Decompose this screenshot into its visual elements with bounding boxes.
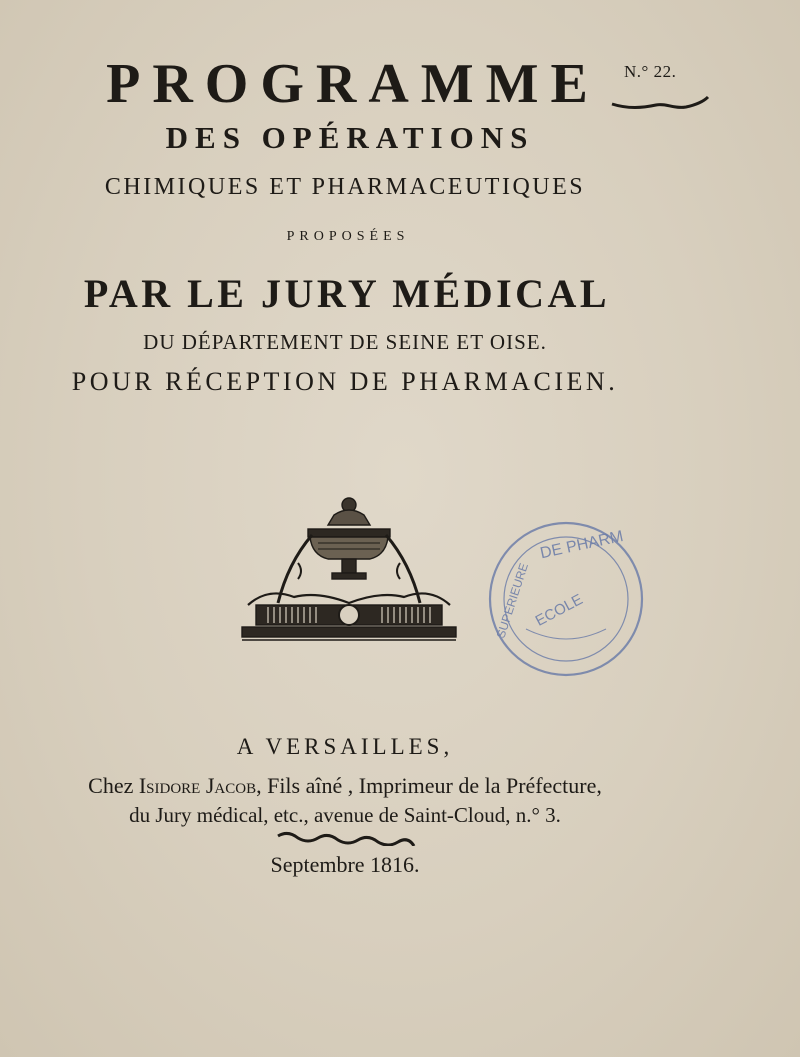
title-proposees: PROPOSÉES	[286, 229, 410, 244]
urn-vignette-image	[238, 493, 460, 643]
library-stamp	[486, 519, 646, 679]
document-number: N.° 22.	[624, 62, 677, 81]
title-programme: PROGRAMME	[106, 53, 600, 115]
stamp-top-text: DE PHARM	[538, 528, 625, 563]
title-operations: DES OPÉRATIONS	[165, 120, 535, 155]
number-underline-ornament	[608, 95, 712, 113]
imprint-printer-name: Isidore Jacob	[138, 773, 257, 798]
stamp-center-text: ECOLE	[532, 590, 586, 630]
imprint-printer-suffix: , Fils aîné , Imprimeur de la Préfecture,	[256, 773, 602, 798]
title-reception: POUR RÉCEPTION DE PHARMACIEN.	[71, 367, 619, 396]
imprint-printer-line	[0, 773, 690, 799]
imprint-date: Septembre 1816.	[270, 852, 420, 877]
imprint-place: A VERSAILLES,	[236, 734, 454, 759]
title-chimiques: CHIMIQUES ET PHARMACEUTIQUES	[104, 174, 586, 200]
stamp-left-text: SUPERIEURE	[493, 561, 531, 640]
imprint-address-line: du Jury médical, etc., avenue de Saint-Cloud, n.° 3.	[129, 803, 561, 827]
title-jury-medical: PAR LE JURY MÉDICAL	[83, 271, 611, 316]
wave-ornament	[276, 830, 416, 846]
imprint-printer-prefix: Chez	[88, 773, 134, 798]
title-departement: DU DÉPARTEMENT DE SEINE ET OISE.	[143, 330, 547, 354]
